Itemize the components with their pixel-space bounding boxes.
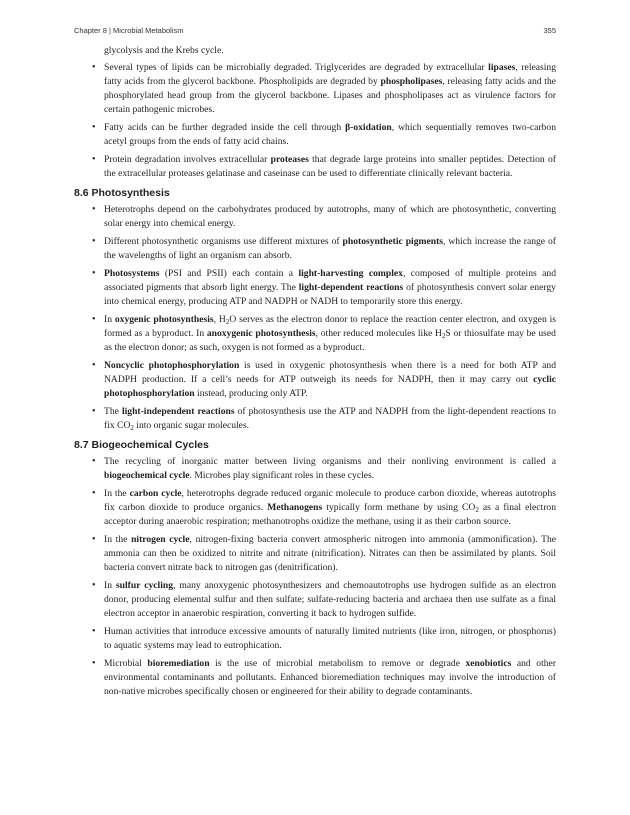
text: , nitrogen-fixing bacteria convert atmospheric nitrogen into ammonia (ammonification). The ammonia can then be oxidized to nitrite and nitrate (nitrification). Nitrates can then be assimilated by plants. Soil bacteria convert nitrate back to nitrogen gas (denitrification).	[104, 534, 556, 573]
text: , heterotrophs degrade reduced organic molecule to produce carbon dioxide, whereas autotrophs fix carbon dioxide to produce organics.	[104, 488, 556, 513]
list-item	[104, 625, 556, 653]
text: Human activities that introduce excessive amounts of naturally limited nutrients (like iron, nitrogen, or phosphorus) to aquatic systems may lead to eutrophication.	[104, 626, 556, 651]
text: that degrade large proteins into smaller peptides. Detection of the extracellular proteases gelatinase and caseinase can be used to differentiate clinically relevant bacteria.	[104, 154, 556, 179]
key-term: oxygenic photosynthesis	[114, 314, 214, 325]
text: and other environmental contaminants and pollutants. Enhanced bioremediation techniques may involve the introduction of non-native microbes specifically chosen or engineered for their ability to degrade contaminants.	[104, 658, 556, 697]
list-item	[104, 359, 556, 401]
section-heading-photosynthesis: 8.6 Photosynthesis	[74, 187, 170, 199]
key-term: lipases	[488, 62, 516, 73]
section-heading-biogeochemical-cycles: 8.7 Biogeochemical Cycles	[74, 439, 209, 451]
list-item	[104, 235, 556, 263]
list-item	[104, 313, 556, 355]
list-item	[104, 203, 556, 231]
list-item	[104, 61, 556, 117]
list-item	[104, 533, 556, 575]
text: Fatty acids can be further degraded inside the cell through	[104, 122, 346, 133]
key-term: β-oxidation	[345, 122, 392, 133]
text: The	[104, 406, 122, 417]
list-item	[104, 405, 556, 433]
text: , composed of multiple proteins and associated pigments that absorb light energy. The	[104, 268, 556, 293]
key-term: Methanogens	[267, 502, 323, 513]
text: , many anoxygenic photosynthesizers and chemoautotrophs use hydrogen sulfide as an electron donor, producing elemental sulfur and then sulfate; sulfate-reducing bacteria and archaea then use sulfate as a final electron acceptor in anaerobic respiration, converting it back to hydrogen sulfide.	[104, 580, 557, 619]
continued-text: glycolysis and the Krebs cycle.	[104, 45, 224, 56]
text: , which sequentially removes two-carbon acetyl groups from the ends of fatty acid chains.	[104, 122, 557, 147]
text: In the	[104, 534, 132, 545]
key-term: carbon cycle	[129, 488, 182, 499]
key-term: proteases	[270, 154, 309, 165]
intro-list	[74, 61, 556, 181]
biogeochemical-list	[74, 455, 556, 699]
text: In the	[104, 488, 130, 499]
text: is used in oxygenic photosynthesis when there is a need for both ATP and NADPH production. If a cell’s needs for ATP outweigh its needs for NADPH, then it may carry out	[104, 360, 556, 385]
text: , other reduced molecules like H	[315, 328, 442, 339]
key-term: light-independent reactions	[121, 406, 235, 417]
key-term: light-dependent reactions	[298, 282, 404, 293]
text: typically form methane by using CO	[322, 502, 476, 513]
key-term: bioremediation	[147, 658, 210, 669]
text: Several types of lipids can be microbially degraded. Triglycerides are degraded by extracellular	[104, 62, 489, 73]
text: , releasing fatty acids from the glycerol backbone. Phospholipids are degraded by	[104, 62, 556, 87]
text: . Microbes play significant roles in these cycles.	[189, 470, 375, 481]
key-term: anoxygenic photosynthesis	[206, 328, 316, 339]
list-item	[104, 657, 556, 699]
text: In	[104, 314, 115, 325]
key-term: Photosystems	[104, 268, 160, 279]
text: of photosynthesis use the ATP and NADPH from the light-dependent reactions to fix CO	[104, 406, 556, 431]
key-term: light-harvesting complex	[298, 268, 403, 279]
page-number: 355	[543, 26, 556, 35]
list-item	[104, 455, 556, 483]
text: of photosynthesis convert solar energy into chemical energy, producing ATP and NADPH or NADH to temporarily store this energy.	[104, 282, 556, 307]
text: into organic sugar molecules.	[133, 420, 250, 431]
text: Microbial	[104, 658, 148, 669]
text: , which increase the range of the wavelengths of light an organism can absorb.	[104, 236, 556, 261]
text: (PSI and PSII) each contain a	[159, 268, 299, 279]
text: Heterotrophs depend on the carbohydrates produced by autotrophs, many of which are photosynthetic, converting solar energy into chemical energy.	[104, 204, 556, 229]
key-term: biogeochemical cycle	[104, 470, 190, 481]
text: In	[104, 580, 116, 591]
list-item	[104, 153, 556, 181]
subscript: 2	[130, 424, 134, 432]
key-term: photosynthetic pigments	[342, 236, 444, 247]
text: Protein degradation involves extracellular	[104, 154, 271, 165]
key-term: cyclic photophosphorylation	[104, 374, 556, 399]
subscript: 2	[441, 332, 446, 340]
text: , H	[213, 314, 226, 325]
list-item	[104, 121, 556, 149]
text: is the use of microbial metabolism to remove or degrade	[209, 658, 466, 669]
list-item	[104, 267, 556, 309]
key-term: nitrogen cycle	[131, 534, 190, 545]
subscript: 2	[475, 506, 479, 514]
photosynthesis-list	[74, 203, 556, 433]
text: , releasing fatty acids and the phosphorylated head group from the glycerol backbone. Lipases and phospholipases act as virulence factors for certain pathogenic microbes.	[104, 76, 556, 115]
chapter-title: Chapter 8 | Microbial Metabolism	[74, 26, 184, 35]
text: instead, producing only ATP.	[194, 388, 308, 399]
text: as a final electron acceptor during anaerobic respiration; methanotrophs oxidize the methane, using it as their carbon source.	[104, 502, 556, 527]
text: Different photosynthetic organisms use different mixtures of	[104, 236, 343, 247]
list-item	[104, 579, 556, 621]
key-term: xenobiotics	[465, 658, 512, 669]
list-item	[104, 487, 556, 529]
page-content	[74, 44, 556, 703]
page-header	[74, 26, 556, 38]
key-term: Noncyclic photophosphorylation	[104, 360, 240, 371]
text: The recycling of inorganic matter between living organisms and their nonliving environment is called a	[104, 456, 556, 467]
text: S or thiosulfate may be used as the electron donor; as such, oxygen is not formed as a byproduct.	[104, 328, 556, 353]
key-term: sulfur cycling	[115, 580, 174, 591]
subscript: 2	[225, 318, 230, 326]
text: O serves as the electron donor to replace the reaction center electron, and oxygen is formed as a byproduct. In	[104, 314, 556, 339]
key-term: phospholipases	[380, 76, 443, 87]
